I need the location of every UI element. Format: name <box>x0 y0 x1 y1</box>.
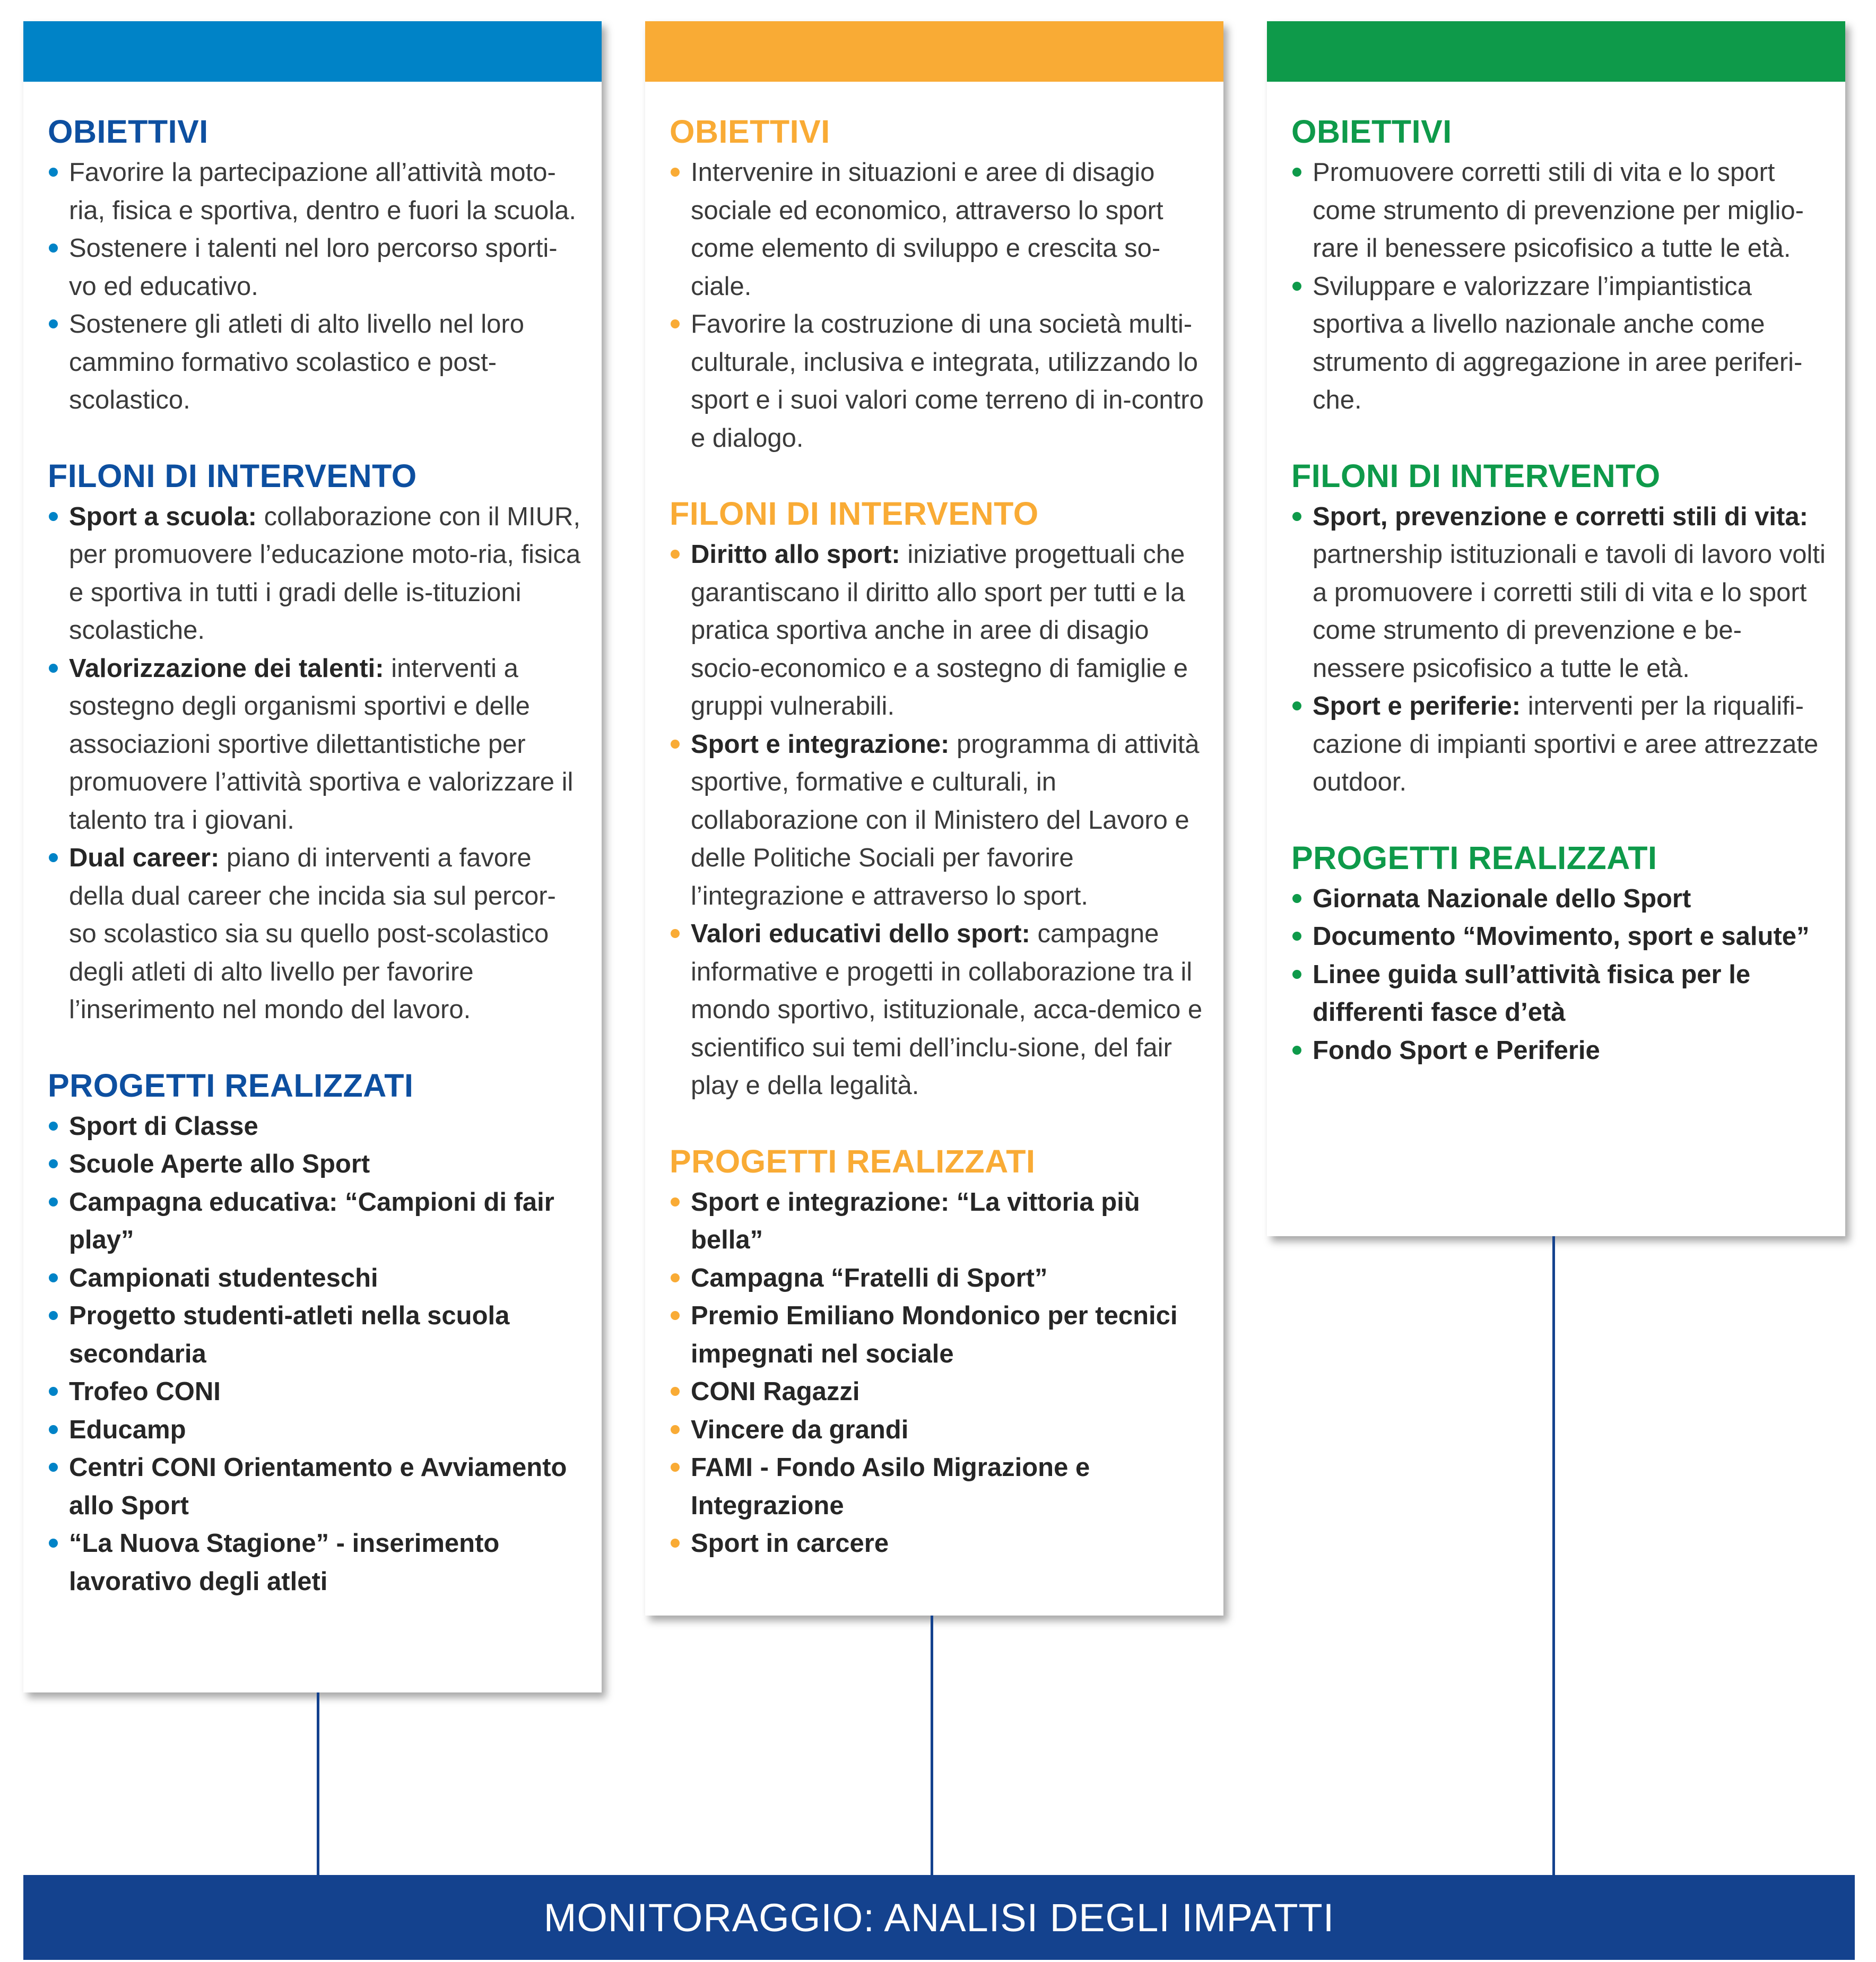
progetto-item: Centri CONI Orientamento e Avviamento allo Sport <box>48 1449 583 1525</box>
progetto-item: Campionati studenteschi <box>48 1260 583 1298</box>
filone-item <box>670 726 1204 916</box>
obiettivo-item: Favorire la partecipazione all’attività moto-ria, fisica e sportiva, dentro e fuori la scuola. <box>48 154 583 230</box>
progetto-item: Sport e integrazione: “La vittoria più bella” <box>670 1184 1204 1260</box>
progetti-list <box>48 1108 583 1601</box>
filone-text: iniziative progettuali che garantiscano il diritto allo sport per tutti e la pratica sportiva anche in aree di disagio socio-economico e a sostegno di famiglie e gruppi vulnerabili. <box>691 540 1188 720</box>
filone-item <box>1291 498 1826 688</box>
filoni-list <box>670 536 1204 1105</box>
progetto-item: Documento “Movimento, sport e salute” <box>1291 918 1826 956</box>
filoni-list <box>48 498 583 1029</box>
obiettivi-title: OBIETTIVI <box>48 114 209 150</box>
column-header-bar <box>645 21 1223 82</box>
progetto-item: Vincere da grandi <box>670 1411 1204 1449</box>
filone-label: Sport, prevenzione e corretti stili di vita: <box>1313 502 1808 531</box>
filone-item <box>1291 688 1826 802</box>
filone-item <box>670 915 1204 1105</box>
progetto-item: Progetto studenti-atleti nella scuola secondaria <box>48 1297 583 1373</box>
connector-line-3 <box>1552 1236 1555 1875</box>
obiettivi-list <box>670 154 1204 457</box>
progetto-item: Sport in carcere <box>670 1525 1204 1563</box>
filone-label: Valori educativi dello sport: <box>691 919 1030 948</box>
progetti-title: PROGETTI REALIZZATI <box>48 1067 414 1104</box>
progetto-item: Premio Emiliano Mondonico per tecnici impegnati nel sociale <box>670 1297 1204 1373</box>
filone-label: Sport e periferie: <box>1313 692 1521 720</box>
obiettivo-item: Favorire la costruzione di una società multi-culturale, inclusiva e integrata, utilizzando lo sport e i suoi valori come terreno di in-contro e dialogo. <box>670 306 1204 457</box>
column-card-blue <box>23 21 602 1692</box>
filone-label: Diritto allo sport: <box>691 540 900 569</box>
progetti-list <box>670 1184 1204 1563</box>
progetto-item: Scuole Aperte allo Sport <box>48 1145 583 1184</box>
filone-item <box>48 498 583 650</box>
filone-text: collaborazione con il MIUR, per promuovere l’educazione moto-ria, fisica e sportiva in tutti i gradi delle is-tituzioni scolastiche. <box>69 502 581 645</box>
filone-label: Sport e integrazione: <box>691 730 950 759</box>
column-header-bar <box>1267 21 1845 82</box>
column-card-orange <box>645 21 1223 1616</box>
filone-item <box>670 536 1204 726</box>
monitoraggio-bar <box>23 1875 1855 1960</box>
filone-item <box>48 650 583 840</box>
progetto-item: Campagna educativa: “Campioni di fair play” <box>48 1184 583 1260</box>
progetto-item: Sport di Classe <box>48 1108 583 1146</box>
progetto-item: Educamp <box>48 1411 583 1449</box>
progetti-list <box>1291 880 1826 1070</box>
progetto-item: Giornata Nazionale dello Sport <box>1291 880 1826 918</box>
connector-line-1 <box>317 1692 319 1875</box>
obiettivi-list <box>1291 154 1826 420</box>
progetti-title: PROGETTI REALIZZATI <box>670 1143 1036 1179</box>
obiettivo-item: Sostenere gli atleti di alto livello nel loro cammino formativo scolastico e post-scolastico. <box>48 306 583 420</box>
progetto-item: Fondo Sport e Periferie <box>1291 1032 1826 1070</box>
progetto-item: “La Nuova Stagione” - inserimento lavorativo degli atleti <box>48 1525 583 1601</box>
obiettivi-list <box>48 154 583 420</box>
filone-text: interventi a sostegno degli organismi sportivi e delle associazioni sportive dilettantistiche per promuovere l’attività sportiva e valorizzare il talento tra i giovani. <box>69 654 574 835</box>
progetto-item: Trofeo CONI <box>48 1373 583 1411</box>
obiettivo-item: Sviluppare e valorizzare l’impiantistica sportiva a livello nazionale anche come strumento di aggregazione in aree periferi-che. <box>1291 268 1826 420</box>
filone-text: programma di attività sportive, formative e culturali, in collaborazione con il Ministero del Lavoro e delle Politiche Sociali per favorire l’integrazione e attraverso lo sport. <box>691 730 1200 910</box>
progetto-item: Campagna “Fratelli di Sport” <box>670 1260 1204 1298</box>
filoni-title: FILONI DI INTERVENTO <box>1291 457 1661 494</box>
connector-line-2 <box>931 1616 933 1875</box>
column-card-green <box>1267 21 1845 1236</box>
filone-text: piano di interventi a favore della dual career che incida sia sul percor-so scolastico sia su quello post-scolastico degli atleti di alto livello per favorire l’inserimento nel mondo del lavoro. <box>69 844 556 1024</box>
filone-text: campagne informative e progetti in collaborazione tra il mondo sportivo, istituzionale, acca-demico e scientifico sui temi dell’inclu-sione, del fair play e della legalità. <box>691 919 1203 1100</box>
progetto-item: Linee guida sull’attività fisica per le differenti fasce d’età <box>1291 956 1826 1032</box>
filone-label: Dual career: <box>69 844 220 872</box>
obiettivo-item: Intervenire in situazioni e aree di disagio sociale ed economico, attraverso lo sport come elemento di sviluppo e crescita so-ciale. <box>670 154 1204 306</box>
progetto-item: CONI Ragazzi <box>670 1373 1204 1411</box>
progetti-title: PROGETTI REALIZZATI <box>1291 839 1657 876</box>
column-header-bar <box>23 21 602 82</box>
filone-item <box>48 839 583 1029</box>
filone-text: interventi per la riqualifi-cazione di impianti sportivi e aree attrezzate outdoor. <box>1313 692 1819 796</box>
obiettivo-item: Sostenere i talenti nel loro percorso sporti-vo ed educativo. <box>48 230 583 306</box>
filoni-list <box>1291 498 1826 802</box>
progetto-item: FAMI - Fondo Asilo Migrazione e Integrazione <box>670 1449 1204 1525</box>
filoni-title: FILONI DI INTERVENTO <box>48 457 417 494</box>
filoni-title: FILONI DI INTERVENTO <box>670 496 1039 532</box>
filone-label: Valorizzazione dei talenti: <box>69 654 384 683</box>
obiettivi-title: OBIETTIVI <box>670 114 830 150</box>
filone-label: Sport a scuola: <box>69 502 257 531</box>
filone-text: partnership istituzionali e tavoli di lavoro volti a promuovere i corretti stili di vita e lo sport come strumento di prevenzione e be-nessere psicofisico a tutte le età. <box>1313 540 1826 683</box>
obiettivi-title: OBIETTIVI <box>1291 114 1452 150</box>
monitoraggio-label: MONITORAGGIO: ANALISI DEGLI IMPATTI <box>543 1895 1335 1940</box>
obiettivo-item: Promuovere corretti stili di vita e lo sport come strumento di prevenzione per miglio-rare il benessere psicofisico a tutte le età. <box>1291 154 1826 268</box>
